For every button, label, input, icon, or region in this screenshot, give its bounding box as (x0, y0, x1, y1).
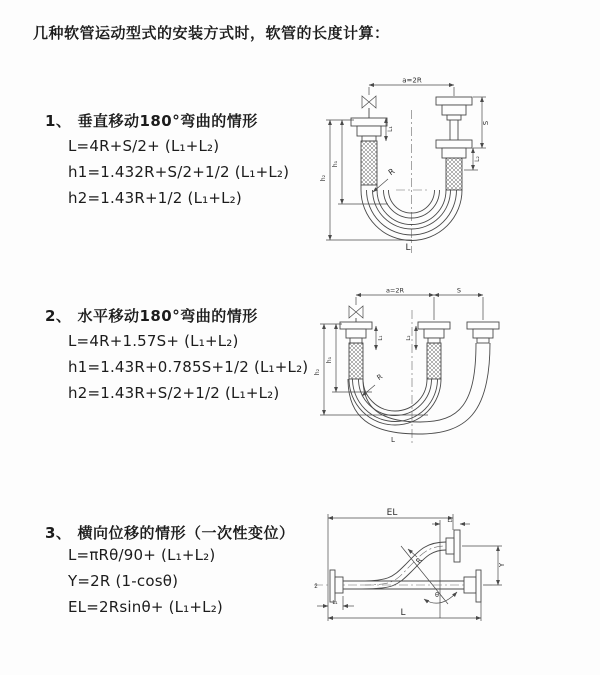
section-2-number: 2、 (45, 307, 72, 325)
formula-2-L: L=4R+1.57S+ (L₁+L₂) (68, 332, 239, 350)
centerline-mark: z̄ (314, 583, 318, 590)
hose-braid-left (361, 141, 377, 190)
dim-label-l1: L₁ (387, 126, 394, 132)
dim-label-el: EL (386, 508, 398, 518)
dim-a2r (356, 287, 434, 321)
formula-3-L: L=πRθ/90+ (L₁+L₂) (68, 546, 216, 564)
dim-label-h2: h₂ (314, 368, 321, 376)
dim-l (328, 608, 481, 618)
dim-label-l2: L₂ (447, 518, 453, 524)
dim-label-l1: L₁ (378, 335, 384, 341)
dim-label-h2: h₂ (320, 174, 327, 182)
radius-label: R (375, 372, 385, 383)
dim-label-l2: L₂ (474, 156, 481, 162)
diagram-vertical-180-bend (312, 72, 597, 257)
formula-1-h2: h2=1.43R+1/2 (L₁+L₂) (68, 189, 242, 207)
flange-right-original (464, 570, 481, 602)
angle-label: θ (435, 591, 439, 599)
dim-a2r (369, 77, 454, 97)
angle-theta (424, 591, 457, 603)
flange-fitting-left (340, 322, 372, 343)
dim-label-s: S (482, 120, 490, 126)
dim-label-h1: h₁ (332, 160, 339, 168)
section-1-title: 垂直移动180°弯曲的情形 (77, 112, 258, 130)
dim-l2 (432, 518, 470, 524)
dim-label-l2: L₂ (406, 335, 412, 341)
centerline (396, 110, 427, 253)
dim-l1 (317, 596, 354, 610)
section-1-number: 1、 (45, 112, 72, 130)
formula-1-L: L=4R+S/2+ (L₁+L₂) (68, 137, 220, 155)
page-title: 几种软管运动型式的安装方式时，软管的长度计算： (33, 24, 390, 42)
flange-fitting-right-upper (436, 97, 472, 140)
length-label: L (405, 243, 411, 253)
dim-label-y: Y (498, 562, 506, 568)
hose-u-arcs (349, 379, 441, 425)
section-3-number: 3、 (45, 524, 72, 542)
dim-label-a2r: a=2R (385, 286, 405, 295)
dim-l2 (464, 148, 481, 170)
dim-l1 (376, 326, 384, 350)
section-1-heading (45, 110, 258, 131)
dim-s (434, 287, 483, 321)
section-2-heading (45, 305, 258, 326)
flange-fitting-left (351, 118, 387, 141)
flange-fitting-right-lower (436, 140, 472, 190)
radius-label: R (414, 556, 425, 566)
valve-icon (362, 96, 376, 118)
radius-label: R (386, 166, 397, 178)
length-label: L (391, 436, 395, 444)
flange-fitting-middle (418, 322, 450, 343)
dim-label-a2r: a=2R (402, 76, 422, 85)
flange-top-right (446, 530, 460, 562)
dim-label-l1: L₁ (332, 600, 338, 606)
hose-braid-middle (427, 343, 441, 379)
dim-l2 (406, 326, 416, 350)
flange-left (330, 570, 343, 602)
valve-icon (349, 306, 363, 322)
formula-1-h1: h1=1.432R+S/2+1/2 (L₁+L₂) (68, 163, 290, 181)
formula-2-h2: h2=1.43R+S/2+1/2 (L₁+L₂) (68, 384, 280, 402)
dim-label-l: L (400, 608, 406, 618)
dim-y (498, 546, 506, 585)
section-3-title: 横向位移的情形（一次性变位） (77, 524, 295, 542)
flange-fitting-right (467, 322, 499, 343)
dim-s (473, 97, 490, 148)
dim-label-s: S (456, 286, 462, 295)
dim-label-h1: h₁ (326, 356, 333, 364)
formula-3-Y: Y=2R (1-cosθ) (68, 572, 179, 590)
section-2-title: 水平移动180°弯曲的情形 (77, 307, 258, 325)
diagram-horizontal-180-bend (308, 282, 598, 452)
dim-el (328, 508, 453, 518)
formula-3-EL: EL=2Rsinθ+ (L₁+L₂) (68, 598, 223, 616)
diagram-lateral-displacement (300, 498, 600, 643)
radius-leader (362, 373, 384, 396)
hose-braid-left (349, 343, 363, 379)
section-3-heading (45, 522, 294, 543)
formula-2-h1: h1=1.43R+0.785S+1/2 (L₁+L₂) (68, 358, 309, 376)
hose-u-moved (348, 343, 490, 434)
